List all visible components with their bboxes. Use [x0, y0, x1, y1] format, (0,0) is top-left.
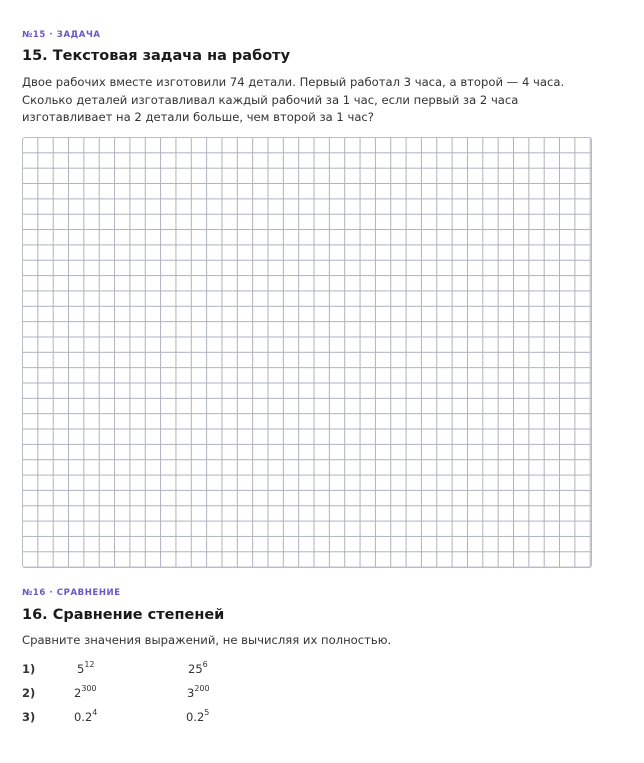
expression-exponent: 4 [92, 708, 98, 718]
right-expression [188, 660, 208, 678]
right-expression [187, 684, 210, 702]
expression-base: 2 [74, 686, 82, 700]
expression-exponent: 5 [204, 708, 210, 718]
expression-exponent: 12 [84, 660, 95, 670]
comparison-row [22, 660, 322, 678]
expression-exponent: 300 [81, 684, 97, 694]
comparison-number: 2) [22, 686, 36, 700]
task-16-title: 16. Сравнение степеней [22, 607, 225, 623]
answer-grid[interactable] [22, 137, 592, 568]
expression-exponent: 200 [194, 684, 210, 694]
comparison-number: 3) [22, 710, 36, 724]
task-15-title: 15. Текстовая задача на работу [22, 48, 291, 64]
comparison-row [22, 708, 322, 726]
task-16-text: Сравните значения выражений, не вычисляя их полностью. [22, 633, 392, 647]
expression-base: 0.2 [74, 710, 93, 724]
left-expression [77, 660, 95, 678]
expression-base: 3 [187, 686, 195, 700]
comparison-row [22, 684, 322, 702]
left-expression [74, 684, 97, 702]
expression-exponent: 6 [202, 660, 208, 670]
left-expression [74, 708, 97, 726]
expression-base: 25 [188, 662, 203, 676]
task-15-tag: №15 · ЗАДАЧА [22, 30, 101, 40]
task-15-text: Двое рабочих вместе изготовили 74 детали. Первый работал 3 часа, а второй — 4 часа. Сколько деталей изготавливал каждый рабочий за 1 час, если первый за 2 часа изготавливает на 2 детали больше, чем второй за 1 час? [22, 75, 565, 124]
task-16-tag: №16 · СРАВНЕНИЕ [22, 588, 121, 598]
expression-base: 0.2 [186, 710, 205, 724]
right-expression [186, 708, 209, 726]
comparison-number: 1) [22, 662, 36, 676]
expression-base: 5 [77, 662, 85, 676]
